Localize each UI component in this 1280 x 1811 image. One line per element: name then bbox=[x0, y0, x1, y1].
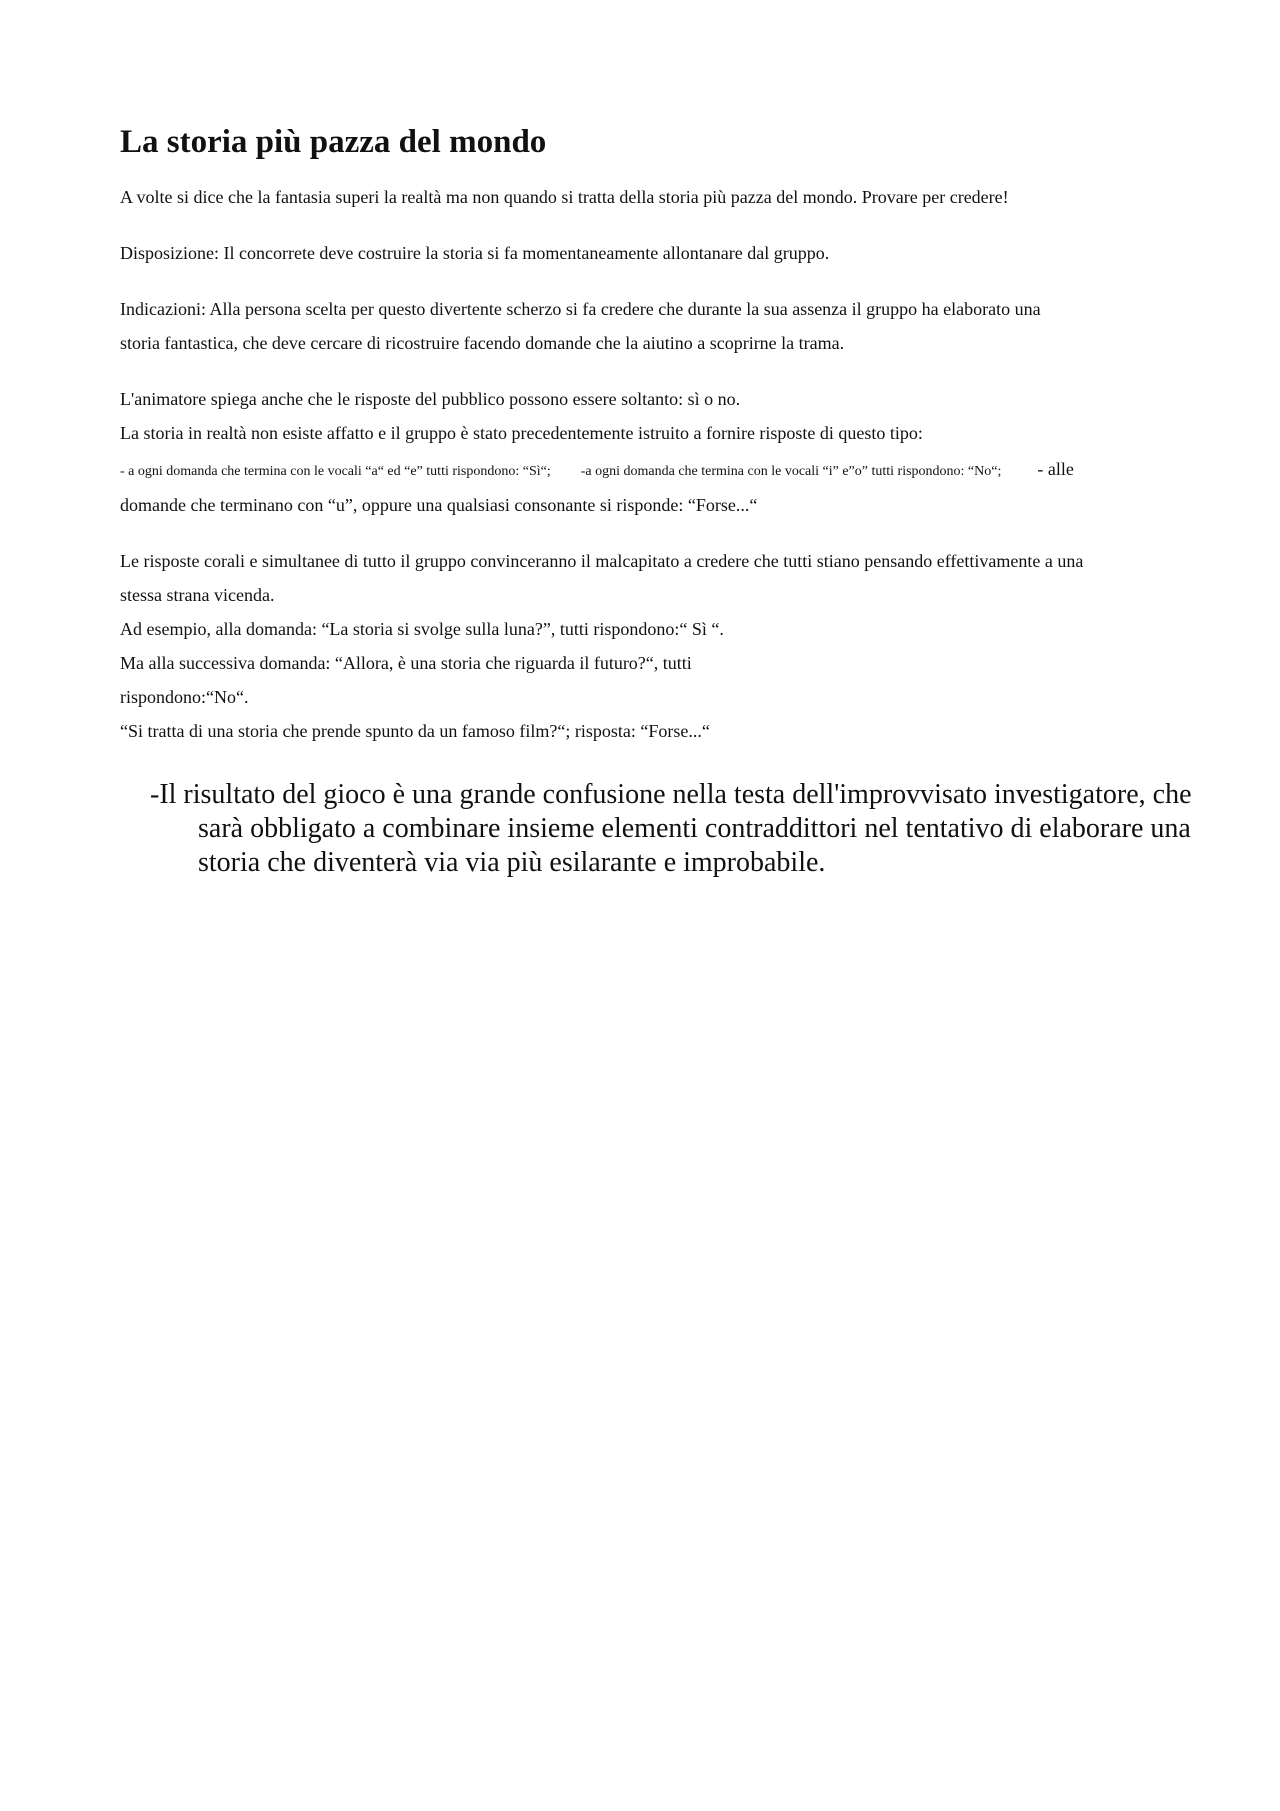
disposizione-paragraph: Disposizione: Il concorrete deve costruire la storia si fa momentaneamente allontanare dal gruppo. bbox=[120, 243, 830, 263]
risultato-paragraph: -Il risultato del gioco è una grande confusione nella testa dell'improvvisato investigatore, che sarà obbligato a combinare insieme elementi contraddittori nel tentativo di elaborare una storia che diventerà via via più esilarante e improbabile. bbox=[150, 779, 1192, 878]
realta-paragraph: La storia in realtà non esiste affatto e il gruppo è stato precedentemente istruito a fornire risposte di questo tipo: bbox=[120, 423, 923, 443]
intro-paragraph: A volte si dice che la fantasia superi la realtà ma non quando si tratta della storia più pazza del mondo. Provare per credere! bbox=[120, 187, 1009, 207]
risposte-line-1: Le risposte corali e simultanee di tutto il gruppo convinceranno il malcapitato a credere che tutti stiano pensando effettivamente a una bbox=[120, 551, 1084, 571]
esempio-line-4: “Si tratta di una storia che prende spunto da un famoso film?“; risposta: “Forse...“ bbox=[120, 721, 710, 741]
indicazioni-line-2: storia fantastica, che deve cercare di ricostruire facendo domande che la aiutino a scoprirne la trama. bbox=[120, 333, 845, 353]
esempio-line-2: Ma alla successiva domanda: “Allora, è una storia che riguarda il futuro?“, tutti bbox=[120, 653, 692, 673]
esempio-line-3: rispondono:“No“. bbox=[120, 687, 249, 707]
rule-u-start: - alle bbox=[1037, 459, 1074, 479]
esempio-line-1: Ad esempio, alla domanda: “La storia si svolge sulla luna?”, tutti rispondono:“ Sì “. bbox=[120, 619, 724, 639]
rule-u-end: domande che terminano con “u”, oppure una qualsiasi consonante si risponde: “Forse...“ bbox=[120, 495, 758, 515]
rules-line bbox=[120, 452, 1074, 489]
animatore-paragraph: L'animatore spiega anche che le risposte del pubblico possono essere soltanto: sì o no. bbox=[120, 389, 741, 409]
rule-a: - a ogni domanda che termina con le vocali “a“ ed “e” tutti rispondono: “Sì“; bbox=[120, 464, 551, 479]
risposte-line-2: stessa strana vicenda. bbox=[120, 585, 275, 605]
document-title: La storia più pazza del mondo bbox=[120, 124, 547, 160]
indicazioni-line-1: Indicazioni: Alla persona scelta per questo divertente scherzo si fa credere che durante la sua assenza il gruppo ha elaborato una bbox=[120, 299, 1041, 319]
rule-i: -a ogni domanda che termina con le vocali “i” e”o” tutti rispondono: “No“; bbox=[580, 464, 1002, 479]
